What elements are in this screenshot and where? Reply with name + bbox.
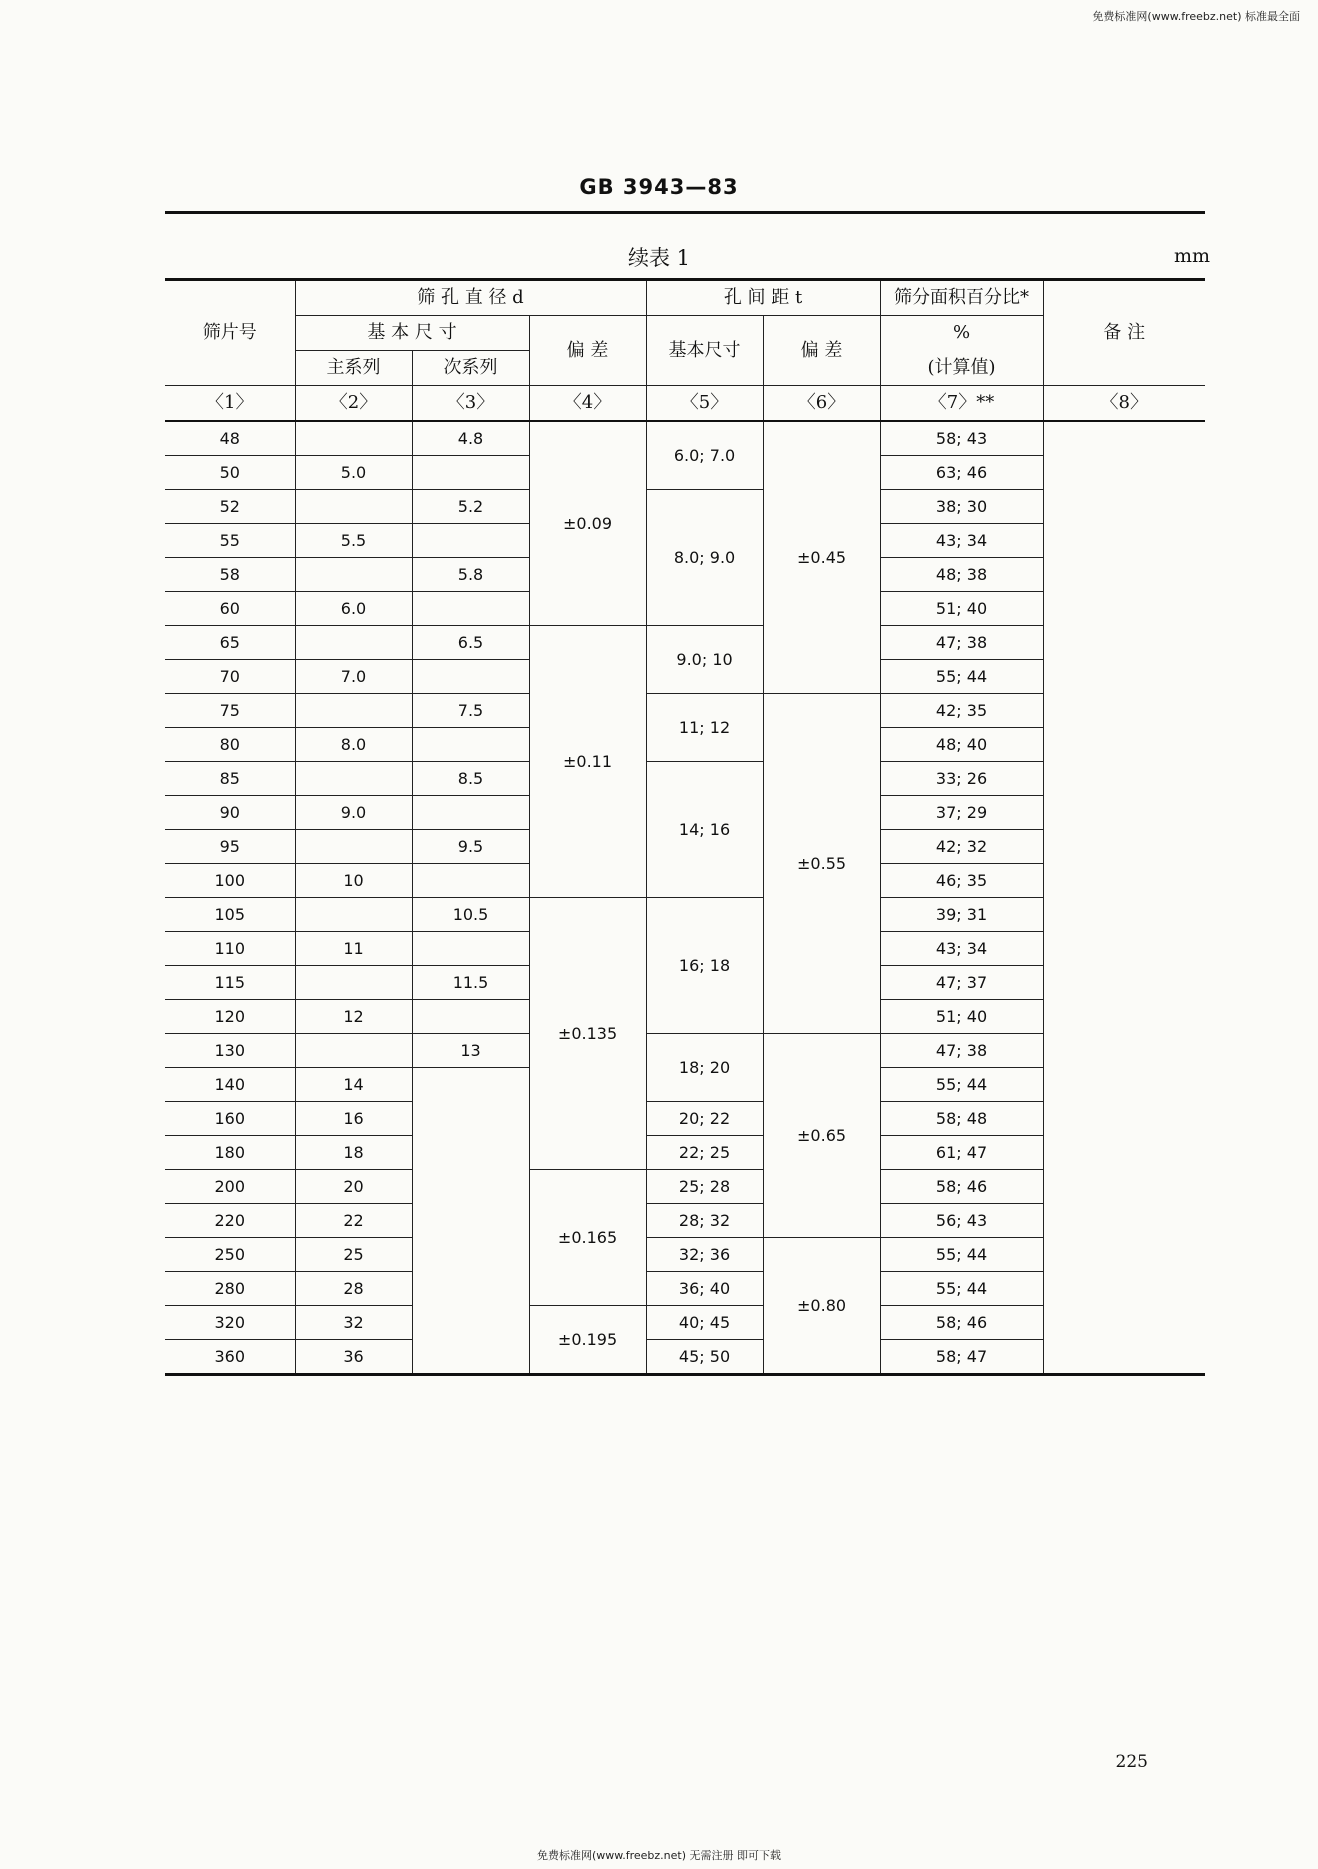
area-ratio-value: 58; 48 [880, 1102, 1043, 1136]
col-index-4: 〈4〉 [529, 386, 646, 422]
sub-series-empty [412, 1068, 529, 1375]
col-index-8: 〈8〉 [1043, 386, 1205, 422]
main-series-value [295, 830, 412, 864]
col-index-5: 〈5〉 [646, 386, 763, 422]
sub-series-value: 9.5 [412, 830, 529, 864]
main-series-value: 12 [295, 1000, 412, 1034]
sieve-no: 95 [165, 830, 295, 864]
pitch-deviation: ±0.65 [763, 1034, 880, 1238]
sub-series-value [412, 796, 529, 830]
table-row [165, 421, 1205, 456]
area-ratio-value: 55; 44 [880, 1068, 1043, 1102]
header-hole-diameter: 筛 孔 直 径 d [295, 280, 646, 316]
main-series-value: 9.0 [295, 796, 412, 830]
sieve-no: 320 [165, 1306, 295, 1340]
header-sieve-no: 筛片号 [165, 280, 295, 386]
pitch-basic-value: 40; 45 [646, 1306, 763, 1340]
pitch-basic-value: 16; 18 [646, 898, 763, 1034]
sub-series-value: 5.2 [412, 490, 529, 524]
area-ratio-value: 58; 46 [880, 1170, 1043, 1204]
sieve-no: 140 [165, 1068, 295, 1102]
area-ratio-value: 55; 44 [880, 1272, 1043, 1306]
sub-series-value: 6.5 [412, 626, 529, 660]
unit-label: mm [1173, 245, 1210, 267]
main-series-value: 6.0 [295, 592, 412, 626]
area-ratio-value: 63; 46 [880, 456, 1043, 490]
remarks-cell [1043, 421, 1205, 1375]
header-area-ratio: 筛分面积百分比* [880, 280, 1043, 316]
area-ratio-value: 47; 38 [880, 1034, 1043, 1068]
main-series-value [295, 694, 412, 728]
main-series-value [295, 898, 412, 932]
sieve-no: 200 [165, 1170, 295, 1204]
pitch-basic-value: 32; 36 [646, 1238, 763, 1272]
diameter-deviation: ±0.11 [529, 626, 646, 898]
main-series-value: 22 [295, 1204, 412, 1238]
main-series-value [295, 421, 412, 456]
main-series-value: 18 [295, 1136, 412, 1170]
sieve-no: 55 [165, 524, 295, 558]
sub-series-value [412, 524, 529, 558]
sub-series-value [412, 456, 529, 490]
pitch-basic-value: 25; 28 [646, 1170, 763, 1204]
sieve-no: 70 [165, 660, 295, 694]
header-main-series: 主系列 [295, 351, 412, 386]
pitch-deviation: ±0.80 [763, 1238, 880, 1375]
sieve-no: 50 [165, 456, 295, 490]
sieve-no: 85 [165, 762, 295, 796]
sieve-no: 180 [165, 1136, 295, 1170]
main-series-value [295, 1034, 412, 1068]
col-index-6: 〈6〉 [763, 386, 880, 422]
sieve-spec-table [165, 278, 1205, 1376]
sieve-no: 90 [165, 796, 295, 830]
col-index-2: 〈2〉 [295, 386, 412, 422]
col-index-3: 〈3〉 [412, 386, 529, 422]
sub-series-value [412, 864, 529, 898]
main-series-value: 7.0 [295, 660, 412, 694]
area-ratio-value: 47; 37 [880, 966, 1043, 1000]
sub-series-value: 11.5 [412, 966, 529, 1000]
area-ratio-value: 58; 43 [880, 421, 1043, 456]
table-caption: 续表 1 [627, 246, 691, 270]
area-ratio-value: 47; 38 [880, 626, 1043, 660]
header-sub-series: 次系列 [412, 351, 529, 386]
pitch-basic-value: 14; 16 [646, 762, 763, 898]
main-series-value [295, 490, 412, 524]
pitch-basic-value: 20; 22 [646, 1102, 763, 1136]
sieve-no: 360 [165, 1340, 295, 1375]
sieve-no: 115 [165, 966, 295, 1000]
main-series-value: 14 [295, 1068, 412, 1102]
area-ratio-value: 38; 30 [880, 490, 1043, 524]
sieve-no: 80 [165, 728, 295, 762]
header-percent: % [880, 316, 1043, 351]
main-series-value [295, 626, 412, 660]
watermark-bottom: 免费标准网(www.freebz.net) 无需注册 即可下载 [536, 1849, 782, 1862]
area-ratio-value: 43; 34 [880, 524, 1043, 558]
sub-series-value [412, 932, 529, 966]
area-ratio-value: 51; 40 [880, 592, 1043, 626]
sub-series-value: 4.8 [412, 421, 529, 456]
col-index-7: 〈7〉** [880, 386, 1043, 422]
pitch-basic-value: 11; 12 [646, 694, 763, 762]
col-index-1: 〈1〉 [165, 386, 295, 422]
pitch-deviation: ±0.45 [763, 421, 880, 694]
header-calculated: (计算值) [880, 351, 1043, 386]
sub-series-value [412, 592, 529, 626]
main-series-value: 32 [295, 1306, 412, 1340]
header-rule [165, 211, 1205, 214]
area-ratio-value: 61; 47 [880, 1136, 1043, 1170]
sieve-no: 58 [165, 558, 295, 592]
pitch-basic-value: 36; 40 [646, 1272, 763, 1306]
sieve-no: 100 [165, 864, 295, 898]
sub-series-value [412, 1000, 529, 1034]
area-ratio-value: 55; 44 [880, 660, 1043, 694]
sieve-no: 60 [165, 592, 295, 626]
sub-series-value [412, 728, 529, 762]
standard-code: GB 3943—83 [579, 175, 739, 199]
pitch-basic-value: 45; 50 [646, 1340, 763, 1375]
page-number: 225 [1115, 1752, 1148, 1772]
area-ratio-value: 56; 43 [880, 1204, 1043, 1238]
header-deviation-d: 偏 差 [529, 316, 646, 386]
pitch-basic-value: 22; 25 [646, 1136, 763, 1170]
area-ratio-value: 46; 35 [880, 864, 1043, 898]
header-deviation-t: 偏 差 [763, 316, 880, 386]
area-ratio-value: 37; 29 [880, 796, 1043, 830]
pitch-basic-value: 18; 20 [646, 1034, 763, 1102]
header-hole-pitch: 孔 间 距 t [646, 280, 880, 316]
sub-series-value [412, 660, 529, 694]
sieve-no: 110 [165, 932, 295, 966]
sieve-no: 65 [165, 626, 295, 660]
pitch-deviation: ±0.55 [763, 694, 880, 1034]
sub-series-value: 10.5 [412, 898, 529, 932]
area-ratio-value: 33; 26 [880, 762, 1043, 796]
sub-series-value: 5.8 [412, 558, 529, 592]
sub-series-value: 7.5 [412, 694, 529, 728]
sieve-no: 160 [165, 1102, 295, 1136]
main-series-value [295, 966, 412, 1000]
pitch-basic-value: 8.0; 9.0 [646, 490, 763, 626]
header-basic-size: 基 本 尺 寸 [295, 316, 529, 351]
sub-series-value: 13 [412, 1034, 529, 1068]
main-series-value: 5.0 [295, 456, 412, 490]
sub-series-value: 8.5 [412, 762, 529, 796]
sieve-no: 48 [165, 421, 295, 456]
watermark-top: 免费标准网(www.freebz.net) 标准最全面 [1092, 10, 1300, 23]
main-series-value [295, 762, 412, 796]
diameter-deviation: ±0.135 [529, 898, 646, 1170]
area-ratio-value: 58; 47 [880, 1340, 1043, 1375]
sieve-no: 120 [165, 1000, 295, 1034]
main-series-value: 20 [295, 1170, 412, 1204]
main-series-value: 25 [295, 1238, 412, 1272]
area-ratio-value: 58; 46 [880, 1306, 1043, 1340]
main-series-value: 36 [295, 1340, 412, 1375]
area-ratio-value: 51; 40 [880, 1000, 1043, 1034]
area-ratio-value: 42; 32 [880, 830, 1043, 864]
area-ratio-value: 43; 34 [880, 932, 1043, 966]
sieve-no: 280 [165, 1272, 295, 1306]
sieve-no: 52 [165, 490, 295, 524]
diameter-deviation: ±0.165 [529, 1170, 646, 1306]
diameter-deviation: ±0.195 [529, 1306, 646, 1375]
main-series-value: 8.0 [295, 728, 412, 762]
header-remarks: 备 注 [1043, 280, 1205, 386]
area-ratio-value: 48; 40 [880, 728, 1043, 762]
pitch-basic-value: 28; 32 [646, 1204, 763, 1238]
sieve-no: 75 [165, 694, 295, 728]
main-series-value: 28 [295, 1272, 412, 1306]
main-series-value: 16 [295, 1102, 412, 1136]
diameter-deviation: ±0.09 [529, 421, 646, 626]
sieve-no: 105 [165, 898, 295, 932]
area-ratio-value: 55; 44 [880, 1238, 1043, 1272]
main-series-value [295, 558, 412, 592]
area-ratio-value: 39; 31 [880, 898, 1043, 932]
main-series-value: 11 [295, 932, 412, 966]
area-ratio-value: 48; 38 [880, 558, 1043, 592]
main-series-value: 10 [295, 864, 412, 898]
main-series-value: 5.5 [295, 524, 412, 558]
sieve-no: 220 [165, 1204, 295, 1238]
pitch-basic-value: 9.0; 10 [646, 626, 763, 694]
sieve-no: 130 [165, 1034, 295, 1068]
area-ratio-value: 42; 35 [880, 694, 1043, 728]
header-pitch-basic: 基本尺寸 [646, 316, 763, 386]
sieve-no: 250 [165, 1238, 295, 1272]
pitch-basic-value: 6.0; 7.0 [646, 421, 763, 490]
